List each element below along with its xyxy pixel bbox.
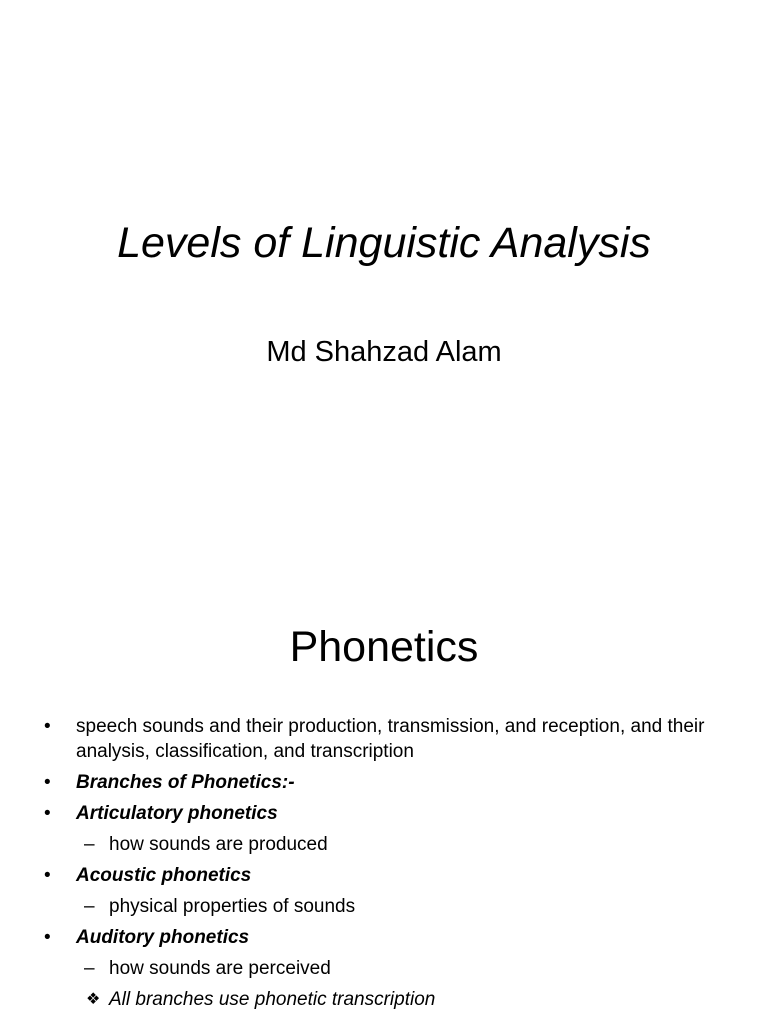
bullet-marker: • (44, 927, 51, 948)
sub-bullet-item (0, 894, 768, 919)
bullet-text: how sounds are produced (109, 834, 328, 855)
bullet-marker: • (44, 803, 51, 824)
bullet-text: speech sounds and their production, transmission, and reception, and their analysis, classification, and transcription (76, 716, 705, 762)
sub-bullet-item (0, 832, 768, 857)
presentation-title: Levels of Linguistic Analysis (117, 219, 651, 267)
sub-bullet-item (0, 956, 768, 981)
bullet-text: Acoustic phonetics (76, 865, 252, 886)
bullet-marker: • (44, 716, 51, 737)
dash-marker: – (84, 896, 95, 917)
dash-marker: – (84, 958, 95, 979)
author-name: Md Shahzad Alam (266, 336, 502, 368)
bullet-list (0, 714, 768, 1018)
bullet-text: Branches of Phonetics:- (76, 772, 295, 793)
bullet-text: Auditory phonetics (76, 927, 250, 948)
bullet-item (0, 770, 768, 795)
bullet-item (0, 863, 768, 888)
bullet-marker: • (44, 772, 51, 793)
bullet-item (0, 714, 768, 764)
bullet-text: All branches use phonetic transcription (109, 989, 436, 1010)
phonetics-slide (0, 576, 768, 1024)
bullet-text: how sounds are perceived (109, 958, 331, 979)
bullet-text: Articulatory phonetics (76, 803, 278, 824)
bullet-item (0, 925, 768, 950)
slide-title: Phonetics (289, 623, 479, 671)
bullet-marker: • (44, 865, 51, 886)
note-item (0, 987, 768, 1012)
dash-marker: – (84, 834, 95, 855)
bullet-item (0, 801, 768, 826)
diamond-bullet-icon: ❖ (86, 991, 101, 1008)
bullet-text: physical properties of sounds (109, 896, 356, 917)
